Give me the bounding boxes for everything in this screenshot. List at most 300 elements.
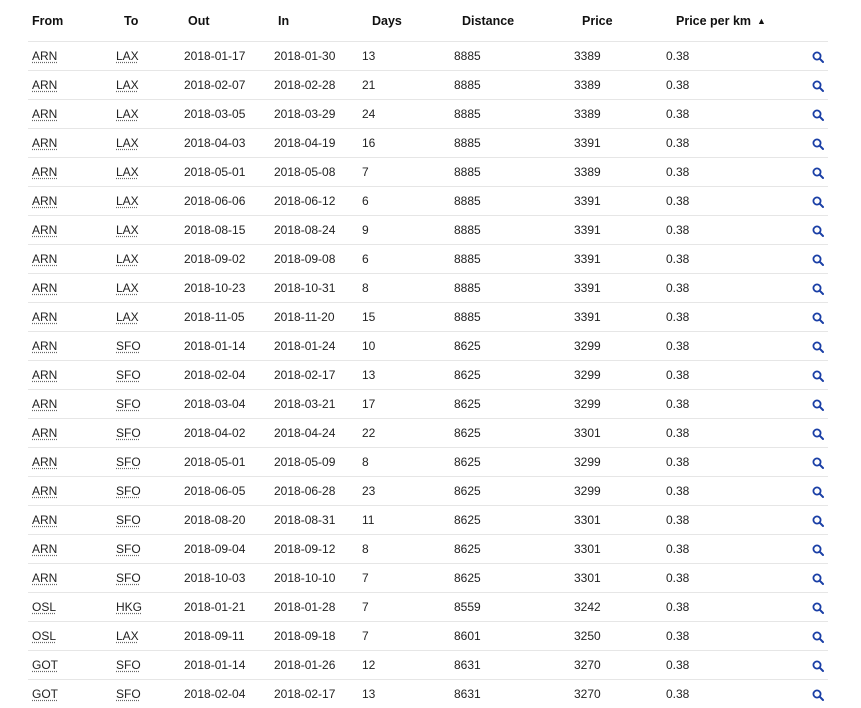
cell-price-per-km: 0.38	[662, 273, 808, 302]
origin-airport-code[interactable]: ARN	[32, 542, 58, 556]
table-row	[28, 534, 828, 563]
cell-price: 3389	[570, 41, 662, 70]
origin-airport-code[interactable]: ARN	[32, 513, 58, 527]
cell-days: 7	[358, 563, 450, 592]
cell-action	[808, 41, 828, 70]
cell-action	[808, 128, 828, 157]
cell-distance: 8625	[450, 418, 570, 447]
column-header-days[interactable]: Days	[372, 13, 402, 28]
cell-days: 12	[358, 650, 450, 679]
destination-airport-code[interactable]: SFO	[116, 513, 141, 527]
destination-airport-code[interactable]: LAX	[116, 194, 139, 208]
cell-days: 13	[358, 41, 450, 70]
destination-airport-code[interactable]: LAX	[116, 252, 139, 266]
cell-from	[28, 215, 108, 244]
column-header-price[interactable]: Price	[582, 13, 613, 28]
cell-distance: 8625	[450, 505, 570, 534]
origin-airport-code[interactable]: ARN	[32, 310, 58, 324]
cell-price: 3301	[570, 534, 662, 563]
search-icon[interactable]	[812, 109, 824, 121]
cell-distance: 8625	[450, 331, 570, 360]
search-icon[interactable]	[812, 544, 824, 556]
cell-out: 2018-08-15	[180, 215, 270, 244]
search-icon[interactable]	[812, 283, 824, 295]
cell-price-per-km: 0.38	[662, 99, 808, 128]
table-row	[28, 302, 828, 331]
cell-distance: 8625	[450, 389, 570, 418]
destination-airport-code[interactable]: SFO	[116, 426, 141, 440]
cell-to	[108, 650, 180, 679]
cell-in: 2018-03-21	[270, 389, 358, 418]
cell-from	[28, 302, 108, 331]
cell-price: 3391	[570, 244, 662, 273]
cell-price: 3299	[570, 389, 662, 418]
destination-airport-code[interactable]: LAX	[116, 281, 139, 295]
cell-to	[108, 186, 180, 215]
cell-to	[108, 360, 180, 389]
cell-distance: 8885	[450, 186, 570, 215]
cell-distance: 8625	[450, 563, 570, 592]
search-icon[interactable]	[812, 138, 824, 150]
destination-airport-code[interactable]: SFO	[116, 484, 141, 498]
cell-from	[28, 186, 108, 215]
table-row	[28, 563, 828, 592]
cell-in: 2018-08-24	[270, 215, 358, 244]
cell-price-per-km: 0.38	[662, 592, 808, 621]
cell-price: 3301	[570, 563, 662, 592]
cell-in: 2018-08-31	[270, 505, 358, 534]
cell-from	[28, 476, 108, 505]
destination-airport-code[interactable]: SFO	[116, 397, 141, 411]
cell-price: 3299	[570, 331, 662, 360]
cell-distance: 8885	[450, 128, 570, 157]
column-header-distance[interactable]: Distance	[462, 13, 515, 28]
cell-in: 2018-09-08	[270, 244, 358, 273]
origin-airport-code[interactable]: ARN	[32, 252, 58, 266]
origin-airport-code[interactable]: ARN	[32, 368, 58, 382]
table-row	[28, 70, 828, 99]
cell-in: 2018-05-08	[270, 157, 358, 186]
destination-airport-code[interactable]: LAX	[116, 49, 139, 63]
cell-distance: 8625	[450, 447, 570, 476]
cell-price: 3250	[570, 621, 662, 650]
cell-in: 2018-05-09	[270, 447, 358, 476]
destination-airport-code[interactable]: SFO	[116, 687, 141, 701]
cell-in: 2018-02-17	[270, 360, 358, 389]
column-header-from[interactable]: From	[32, 13, 64, 28]
origin-airport-code[interactable]: ARN	[32, 194, 58, 208]
cell-price-per-km: 0.38	[662, 157, 808, 186]
destination-airport-code[interactable]: HKG	[116, 600, 143, 614]
cell-price-per-km: 0.38	[662, 331, 808, 360]
cell-price: 3270	[570, 679, 662, 708]
table-row	[28, 592, 828, 621]
cell-out: 2018-08-20	[180, 505, 270, 534]
cell-days: 13	[358, 679, 450, 708]
cell-out: 2018-05-01	[180, 447, 270, 476]
cell-from	[28, 621, 108, 650]
cell-action	[808, 418, 828, 447]
cell-from	[28, 592, 108, 621]
destination-airport-code[interactable]: LAX	[116, 78, 139, 92]
table-row	[28, 360, 828, 389]
cell-action	[808, 157, 828, 186]
cell-to	[108, 534, 180, 563]
cell-to	[108, 418, 180, 447]
column-header-actions	[808, 0, 828, 41]
cell-distance: 8885	[450, 99, 570, 128]
table-header-row	[28, 0, 828, 41]
cell-action	[808, 679, 828, 708]
search-icon[interactable]	[812, 254, 824, 266]
cell-distance: 8885	[450, 41, 570, 70]
origin-airport-code[interactable]: GOT	[32, 687, 58, 701]
cell-price-per-km: 0.38	[662, 186, 808, 215]
cell-out: 2018-01-21	[180, 592, 270, 621]
cell-days: 8	[358, 534, 450, 563]
cell-price: 3242	[570, 592, 662, 621]
destination-airport-code[interactable]: LAX	[116, 310, 139, 324]
cell-price-per-km: 0.38	[662, 128, 808, 157]
table-row	[28, 128, 828, 157]
table-row	[28, 621, 828, 650]
cell-out: 2018-06-05	[180, 476, 270, 505]
cell-price: 3391	[570, 273, 662, 302]
cell-days: 6	[358, 244, 450, 273]
origin-airport-code[interactable]: ARN	[32, 136, 58, 150]
cell-to	[108, 41, 180, 70]
cell-distance: 8601	[450, 621, 570, 650]
cell-action	[808, 534, 828, 563]
table-body	[28, 41, 828, 708]
cell-to	[108, 476, 180, 505]
cell-out: 2018-03-05	[180, 99, 270, 128]
cell-price-per-km: 0.38	[662, 650, 808, 679]
sort-ascending-icon: ▲	[757, 15, 766, 26]
cell-action	[808, 273, 828, 302]
destination-airport-code[interactable]: SFO	[116, 368, 141, 382]
cell-action	[808, 70, 828, 99]
cell-out: 2018-02-04	[180, 360, 270, 389]
cell-price: 3389	[570, 99, 662, 128]
cell-in: 2018-06-12	[270, 186, 358, 215]
cell-from	[28, 418, 108, 447]
cell-days: 8	[358, 273, 450, 302]
cell-out: 2018-09-11	[180, 621, 270, 650]
destination-airport-code[interactable]: LAX	[116, 107, 139, 121]
destination-airport-code[interactable]: SFO	[116, 542, 141, 556]
cell-action	[808, 302, 828, 331]
cell-price: 3391	[570, 128, 662, 157]
origin-airport-code[interactable]: ARN	[32, 78, 58, 92]
cell-out: 2018-09-02	[180, 244, 270, 273]
cell-action	[808, 331, 828, 360]
table-row	[28, 389, 828, 418]
cell-action	[808, 389, 828, 418]
destination-airport-code[interactable]: SFO	[116, 339, 141, 353]
origin-airport-code[interactable]: ARN	[32, 397, 58, 411]
cell-from	[28, 679, 108, 708]
cell-days: 24	[358, 99, 450, 128]
cell-to	[108, 244, 180, 273]
destination-airport-code[interactable]: SFO	[116, 658, 141, 672]
cell-in: 2018-11-20	[270, 302, 358, 331]
column-header-to[interactable]: To	[124, 13, 139, 28]
flights-table	[28, 0, 828, 708]
table-row	[28, 418, 828, 447]
search-icon[interactable]	[812, 428, 824, 440]
table-row	[28, 244, 828, 273]
cell-action	[808, 99, 828, 128]
search-icon[interactable]	[812, 689, 824, 701]
search-icon[interactable]	[812, 167, 824, 179]
cell-action	[808, 476, 828, 505]
search-icon[interactable]	[812, 370, 824, 382]
cell-days: 7	[358, 592, 450, 621]
cell-in: 2018-02-17	[270, 679, 358, 708]
origin-airport-code[interactable]: ARN	[32, 484, 58, 498]
cell-days: 10	[358, 331, 450, 360]
cell-price: 3389	[570, 70, 662, 99]
cell-price-per-km: 0.38	[662, 389, 808, 418]
cell-out: 2018-04-02	[180, 418, 270, 447]
search-icon[interactable]	[812, 631, 824, 643]
cell-from	[28, 70, 108, 99]
origin-airport-code[interactable]: ARN	[32, 281, 58, 295]
cell-price-per-km: 0.38	[662, 418, 808, 447]
cell-days: 9	[358, 215, 450, 244]
search-icon[interactable]	[812, 573, 824, 585]
cell-action	[808, 186, 828, 215]
cell-days: 13	[358, 360, 450, 389]
cell-from	[28, 360, 108, 389]
cell-in: 2018-01-24	[270, 331, 358, 360]
cell-action	[808, 447, 828, 476]
origin-airport-code[interactable]: ARN	[32, 107, 58, 121]
cell-price: 3391	[570, 215, 662, 244]
cell-out: 2018-06-06	[180, 186, 270, 215]
cell-days: 23	[358, 476, 450, 505]
table-row	[28, 476, 828, 505]
cell-price: 3299	[570, 476, 662, 505]
cell-in: 2018-09-12	[270, 534, 358, 563]
origin-airport-code[interactable]: OSL	[32, 629, 57, 643]
cell-price-per-km: 0.38	[662, 563, 808, 592]
cell-in: 2018-01-28	[270, 592, 358, 621]
cell-from	[28, 273, 108, 302]
cell-price-per-km: 0.38	[662, 534, 808, 563]
cell-to	[108, 505, 180, 534]
cell-distance: 8631	[450, 650, 570, 679]
cell-price-per-km: 0.38	[662, 447, 808, 476]
cell-from	[28, 650, 108, 679]
cell-price-per-km: 0.38	[662, 244, 808, 273]
cell-in: 2018-09-18	[270, 621, 358, 650]
cell-action	[808, 244, 828, 273]
table-row	[28, 186, 828, 215]
destination-airport-code[interactable]: LAX	[116, 223, 139, 237]
cell-price: 3389	[570, 157, 662, 186]
cell-to	[108, 215, 180, 244]
table-row	[28, 157, 828, 186]
cell-from	[28, 505, 108, 534]
table-row	[28, 215, 828, 244]
cell-days: 8	[358, 447, 450, 476]
cell-distance: 8885	[450, 244, 570, 273]
cell-price: 3301	[570, 505, 662, 534]
cell-out: 2018-01-14	[180, 650, 270, 679]
table-row	[28, 650, 828, 679]
origin-airport-code[interactable]: ARN	[32, 426, 58, 440]
cell-price: 3299	[570, 360, 662, 389]
column-header-price-per-km[interactable]: Price per km ▲	[676, 13, 766, 28]
cell-price-per-km: 0.38	[662, 302, 808, 331]
cell-to	[108, 302, 180, 331]
cell-out: 2018-01-14	[180, 331, 270, 360]
cell-distance: 8885	[450, 273, 570, 302]
origin-airport-code[interactable]: GOT	[32, 658, 58, 672]
destination-airport-code[interactable]: LAX	[116, 136, 139, 150]
origin-airport-code[interactable]: ARN	[32, 49, 58, 63]
cell-to	[108, 621, 180, 650]
cell-price: 3270	[570, 650, 662, 679]
search-icon[interactable]	[812, 225, 824, 237]
origin-airport-code[interactable]: ARN	[32, 165, 58, 179]
cell-in: 2018-03-29	[270, 99, 358, 128]
cell-out: 2018-02-07	[180, 70, 270, 99]
cell-to	[108, 70, 180, 99]
table-row	[28, 331, 828, 360]
cell-from	[28, 244, 108, 273]
cell-days: 17	[358, 389, 450, 418]
table-row	[28, 273, 828, 302]
search-icon[interactable]	[812, 196, 824, 208]
cell-action	[808, 505, 828, 534]
origin-airport-code[interactable]: ARN	[32, 223, 58, 237]
cell-in: 2018-02-28	[270, 70, 358, 99]
cell-days: 15	[358, 302, 450, 331]
cell-action	[808, 621, 828, 650]
cell-price-per-km: 0.38	[662, 360, 808, 389]
search-icon[interactable]	[812, 486, 824, 498]
cell-days: 21	[358, 70, 450, 99]
search-icon[interactable]	[812, 660, 824, 672]
cell-price-per-km: 0.38	[662, 621, 808, 650]
cell-distance: 8885	[450, 70, 570, 99]
cell-distance: 8625	[450, 534, 570, 563]
search-icon[interactable]	[812, 51, 824, 63]
cell-days: 6	[358, 186, 450, 215]
search-icon[interactable]	[812, 602, 824, 614]
column-header-out[interactable]: Out	[188, 13, 210, 28]
search-icon[interactable]	[812, 80, 824, 92]
cell-out: 2018-03-04	[180, 389, 270, 418]
cell-price-per-km: 0.38	[662, 505, 808, 534]
cell-price: 3301	[570, 418, 662, 447]
cell-out: 2018-09-04	[180, 534, 270, 563]
destination-airport-code[interactable]: LAX	[116, 629, 139, 643]
table-row	[28, 41, 828, 70]
destination-airport-code[interactable]: SFO	[116, 455, 141, 469]
cell-price-per-km: 0.38	[662, 679, 808, 708]
cell-action	[808, 215, 828, 244]
cell-from	[28, 157, 108, 186]
cell-distance: 8631	[450, 679, 570, 708]
cell-distance: 8885	[450, 215, 570, 244]
cell-in: 2018-10-31	[270, 273, 358, 302]
cell-out: 2018-01-17	[180, 41, 270, 70]
search-icon[interactable]	[812, 399, 824, 411]
table-row	[28, 505, 828, 534]
cell-from	[28, 534, 108, 563]
origin-airport-code[interactable]: OSL	[32, 600, 57, 614]
table-row	[28, 99, 828, 128]
cell-out: 2018-05-01	[180, 157, 270, 186]
cell-from	[28, 128, 108, 157]
table-row	[28, 447, 828, 476]
origin-airport-code[interactable]: ARN	[32, 339, 58, 353]
origin-airport-code[interactable]: ARN	[32, 571, 58, 585]
cell-out: 2018-11-05	[180, 302, 270, 331]
search-icon[interactable]	[812, 457, 824, 469]
cell-action	[808, 650, 828, 679]
cell-price-per-km: 0.38	[662, 215, 808, 244]
cell-to	[108, 563, 180, 592]
cell-in: 2018-04-19	[270, 128, 358, 157]
cell-in: 2018-01-26	[270, 650, 358, 679]
cell-to	[108, 157, 180, 186]
cell-days: 7	[358, 157, 450, 186]
cell-from	[28, 99, 108, 128]
table-row	[28, 679, 828, 708]
cell-out: 2018-10-23	[180, 273, 270, 302]
cell-out: 2018-04-03	[180, 128, 270, 157]
cell-distance: 8559	[450, 592, 570, 621]
cell-from	[28, 389, 108, 418]
cell-distance: 8625	[450, 476, 570, 505]
cell-from	[28, 331, 108, 360]
search-icon[interactable]	[812, 341, 824, 353]
column-header-in[interactable]: In	[278, 13, 290, 28]
cell-to	[108, 331, 180, 360]
cell-to	[108, 128, 180, 157]
cell-in: 2018-06-28	[270, 476, 358, 505]
destination-airport-code[interactable]: LAX	[116, 165, 139, 179]
origin-airport-code[interactable]: ARN	[32, 455, 58, 469]
cell-price-per-km: 0.38	[662, 41, 808, 70]
cell-from	[28, 41, 108, 70]
cell-action	[808, 563, 828, 592]
cell-from	[28, 563, 108, 592]
cell-action	[808, 360, 828, 389]
cell-to	[108, 592, 180, 621]
cell-to	[108, 389, 180, 418]
destination-airport-code[interactable]: SFO	[116, 571, 141, 585]
cell-in: 2018-10-10	[270, 563, 358, 592]
cell-action	[808, 592, 828, 621]
cell-price-per-km: 0.38	[662, 70, 808, 99]
cell-days: 7	[358, 621, 450, 650]
search-icon[interactable]	[812, 515, 824, 527]
cell-out: 2018-02-04	[180, 679, 270, 708]
cell-days: 16	[358, 128, 450, 157]
cell-in: 2018-01-30	[270, 41, 358, 70]
cell-distance: 8625	[450, 360, 570, 389]
cell-price: 3391	[570, 186, 662, 215]
cell-price-per-km: 0.38	[662, 476, 808, 505]
search-icon[interactable]	[812, 312, 824, 324]
cell-days: 11	[358, 505, 450, 534]
